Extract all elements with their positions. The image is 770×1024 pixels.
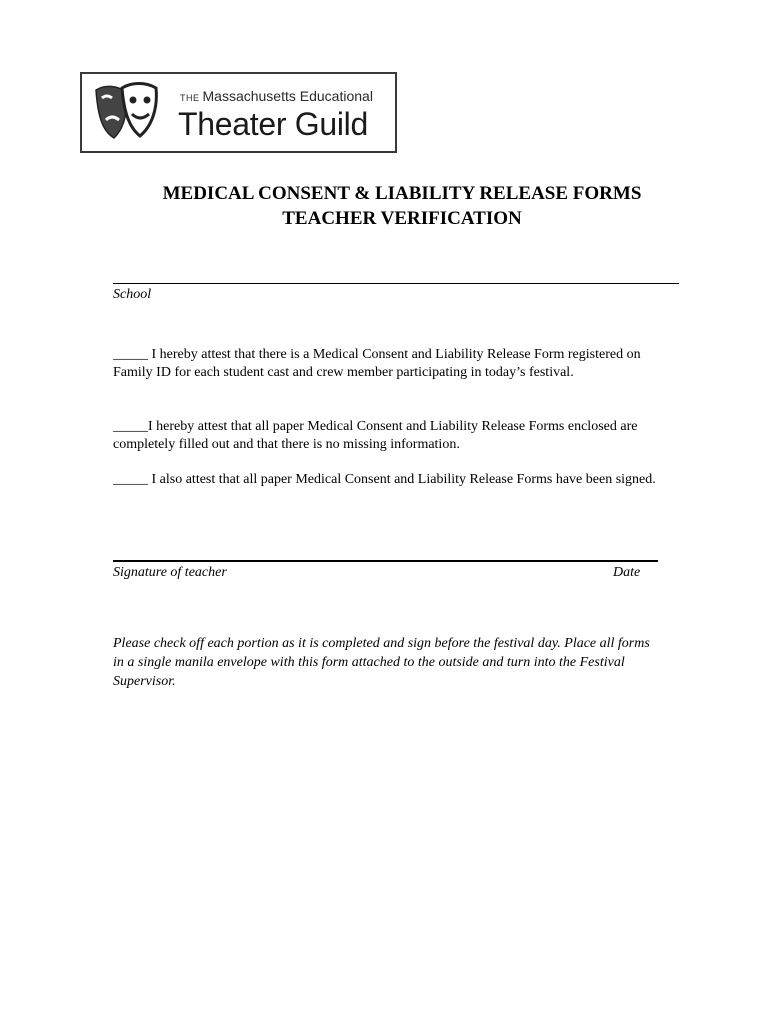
- attestation-3: _____ I also attest that all paper Medical Consent and Liability Release Forms have been signed.: [113, 472, 656, 487]
- logo-subtitle-text: Massachusetts Educational: [202, 88, 373, 104]
- signature-line[interactable]: [113, 560, 658, 562]
- school-label: School: [113, 287, 152, 302]
- school-field-line[interactable]: [113, 283, 679, 284]
- form-title: MEDICAL CONSENT & LIABILITY RELEASE FORMS: [162, 183, 642, 204]
- form-subtitle: TEACHER VERIFICATION: [282, 208, 522, 229]
- instructions-text: Please check off each portion as it is completed and sign before the festival day. Place all forms in a single manila envelope with this form attached to the outside and turn into the Festival Supervisor.: [113, 636, 650, 689]
- signature-label: Signature of teacher: [113, 565, 227, 580]
- attestation-1: _____ I hereby attest that there is a Medical Consent and Liability Release Form registered on Family ID for each student cast and crew member participating in today’s festival.: [113, 347, 641, 380]
- theater-masks-icon: [92, 80, 162, 146]
- logo-subtitle: [180, 88, 373, 104]
- logo-title: Theater Guild: [178, 106, 368, 142]
- date-label: Date: [613, 565, 641, 580]
- guild-logo: [80, 72, 397, 153]
- logo-prefix: THE: [180, 93, 200, 103]
- attestation-2: _____I hereby attest that all paper Medical Consent and Liability Release Forms enclosed are completely filled out and that there is no missing information.: [113, 419, 638, 452]
